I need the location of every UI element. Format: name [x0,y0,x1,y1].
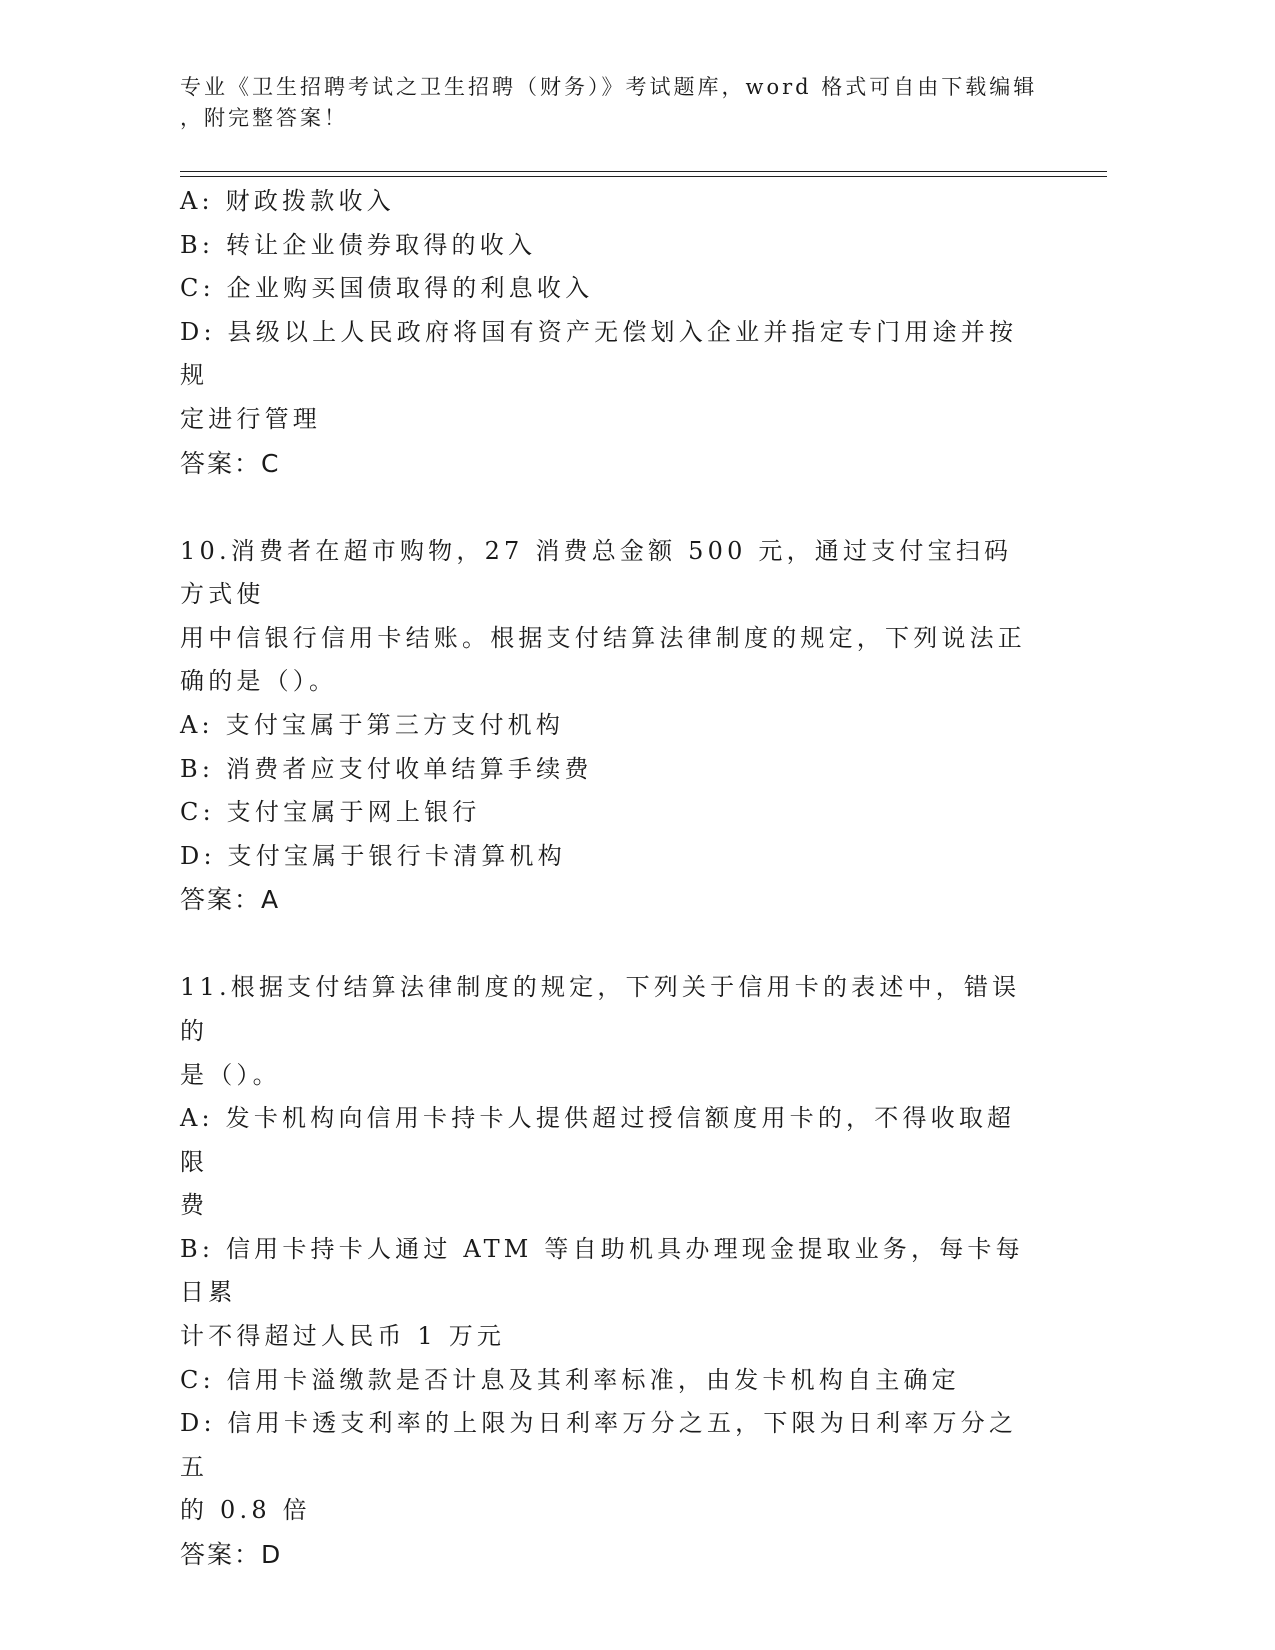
header-line-1: 专业《卫生招聘考试之卫生招聘（财务）》考试题库，word 格式可自由下载编辑 [180,75,1038,99]
question-stem: 11.根据支付结算法律制度的规定，下列关于信用卡的表述中，错误的 [180,973,1021,1045]
option-c: C: 信用卡溢缴款是否计息及其利率标准，由发卡机构自主确定 [180,1365,960,1394]
answer: 答案：D [180,1540,283,1570]
question-list [180,180,1040,1577]
question-stem-continued: 用中信银行信用卡结账。根据支付结算法律制度的规定，下列说法正 [180,623,1026,652]
option-d-continued: 定进行管理 [180,404,321,433]
question-stem-continued: 是（）。 [180,1060,281,1089]
option-b: B: 信用卡持卡人通过 ATM 等自助机具办理现金提取业务，每卡每日累 [180,1234,1024,1307]
option-b: B: 消费者应支付收单结算手续费 [180,754,593,783]
question-9 [180,180,1040,486]
option-c: C: 支付宝属于网上银行 [180,798,481,827]
option-d: D: 信用卡透支利率的上限为日利率万分之五，下限为日利率万分之五 [180,1409,1018,1481]
option-d-continued: 的 0.8 倍 [180,1496,311,1525]
option-b: B: 转让企业债券取得的收入 [180,230,537,259]
document-page [180,0,1110,1650]
header-rule-bottom [180,176,1107,177]
answer: 答案：C [180,448,281,478]
option-a: A: 发卡机构向信用卡持卡人提供超过授信额度用卡的，不得收取超限 [180,1104,1016,1176]
header-rule-top [180,171,1107,172]
question-stem-continued: 确的是（）。 [180,667,338,696]
document-header [180,72,1040,134]
option-b-continued: 计不得超过人民币 1 万元 [180,1322,506,1351]
question-stem: 10.消费者在超市购物，27 消费总金额 500 元，通过支付宝扫码方式使 [180,536,1013,609]
question-10 [180,530,1040,923]
option-a: A: 财政拨款收入 [180,187,395,215]
question-11 [180,966,1040,1577]
option-d: D: 县级以上人民政府将国有资产无偿划入企业并指定专门用途并按规 [180,317,1018,390]
answer: 答案：A [180,885,281,915]
option-d: D: 支付宝属于银行卡清算机构 [180,841,566,870]
option-c: C: 企业购买国债取得的利息收入 [180,274,594,303]
header-line-2: ，附完整答案！ [180,106,348,130]
option-a: A: 支付宝属于第三方支付机构 [180,710,565,739]
option-a-continued: 费 [180,1191,209,1220]
